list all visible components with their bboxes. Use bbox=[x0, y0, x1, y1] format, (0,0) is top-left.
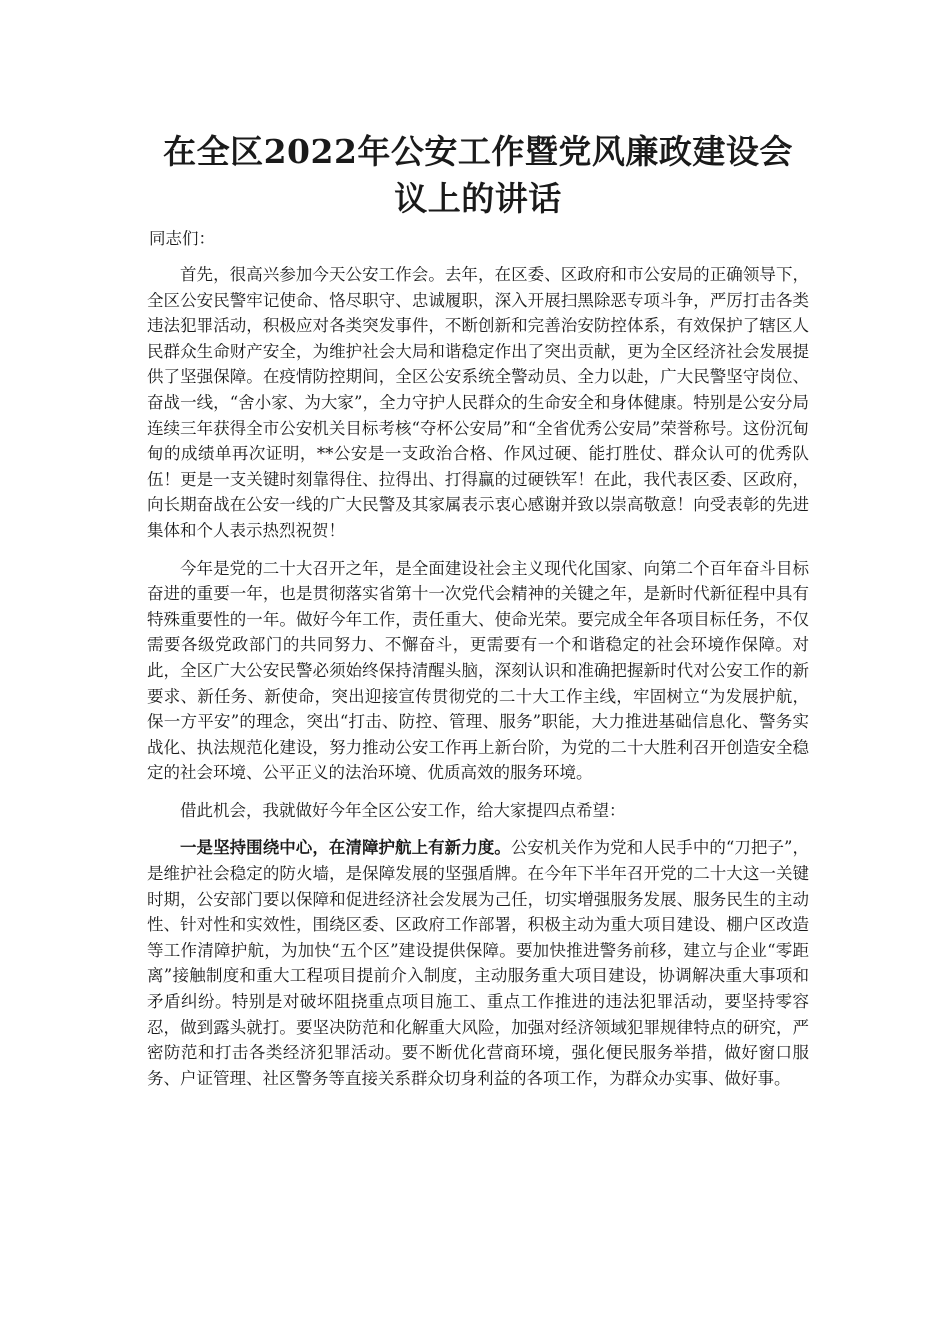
document-page bbox=[147, 128, 809, 1103]
paragraph-opening bbox=[147, 262, 809, 544]
document-title: 在全区2022年公安工作暨党风廉政建设会议上的讲话 bbox=[163, 132, 793, 218]
paragraph-year-context bbox=[147, 556, 809, 786]
paragraph-lead-heading: 一是坚持围绕中心，在清障护航上有新力度。 bbox=[180, 838, 511, 858]
paragraph-text: 公安机关作为党和人民手中的“刀把子”，是维护社会稳定的防火墙，是保障发展的坚强盾牌。在今年下半年召开党的二十大这一关键时期，公安部门要以保障和促进经济社会发展为己任，切实增强服务发展、服务民生的主动性、针对性和实效性，围绕区委、区政府工作部署，积极主动为重大项目建设、棚户区改造等工作清障护航，为加快“五个区”建设提供保障。要加快推进警务前移，建立与企业“零距离”接触制度和重大工程项目提前介入制度，主动服务重大项目建设，协调解决重大事项和矛盾纠纷。特别是对破坏阻挠重点项目施工、重点工作推进的违法犯罪活动，要坚持零容忍，做到露头就打。要坚决防范和化解重大风险，加强对经济领域犯罪规律特点的研究，严密防范和打击各类经济犯罪活动。要不断优化营商环境，强化便民服务举措，做好窗口服务、户证管理、社区警务等直接关系群众切身利益的各项工作，为群众办实事、做好事。 bbox=[147, 838, 809, 1088]
paragraph-four-hopes-intro bbox=[147, 798, 809, 824]
paragraph-text: 今年是党的二十大召开之年，是全面建设社会主义现代化国家、向第二个百年奋斗目标奋进的重要一年，也是贯彻落实省第十一次党代会精神的关键之年，是新时代新征程中具有特殊重要性的一年。做好今年工作，责任重大、使命光荣。要完成全年各项目标任务，不仅需要各级党政部门的共同努力、不懈奋斗，更需要有一个和谐稳定的社会环境作保障。对此，全区广大公安民警必须始终保持清醒头脑，深刻认识和准确把握新时代对公安工作的新要求、新任务、新使命，突出迎接宣传贯彻党的二十大工作主线，牢固树立“为发展护航，保一方平安”的理念，突出“打击、防控、管理、服务”职能，大力推进基础信息化、警务实战化、执法规范化建设，努力推动公安工作再上新台阶，为党的二十大胜利召开创造安全稳定的社会环境、公平正义的法治环境、优质高效的服务环境。 bbox=[147, 558, 809, 783]
salutation: 同志们： bbox=[149, 229, 215, 248]
paragraph-text: 借此机会，我就做好今年全区公安工作，给大家提四点希望： bbox=[180, 800, 626, 820]
paragraph-point-one bbox=[147, 835, 809, 1091]
paragraph-text: 首先，很高兴参加今天公安工作会。去年，在区委、区政府和市公安局的正确领导下，全区公安民警牢记使命、恪尽职守、忠诚履职，深入开展扫黑除恶专项斗争，严厉打击各类违法犯罪活动，积极应对各类突发事件，不断创新和完善治安防控体系，有效保护了辖区人民群众生命财产安全，为维护社会大局和谐稳定作出了突出贡献，更为全区经济社会发展提供了坚强保障。在疫情防控期间，全区公安系统全警动员、全力以赴，广大民警坚守岗位、奋战一线，“舍小家、为大家”，全力守护人民群众的生命安全和身体健康。特别是公安分局连续三年获得全市公安机关目标考核“夺杯公安局”和“全省优秀公安局”荣誉称号。这份沉甸甸的成绩单再次证明，**公安是一支政治合格、作风过硬、能打胜仗、群众认可的优秀队伍！更是一支关键时刻靠得住、拉得出、打得赢的过硬铁军！在此，我代表区委、区政府，向长期奋战在公安一线的广大民警及其家属表示衷心感谢并致以崇高敬意！向受表彰的先进集体和个人表示热烈祝贺！ bbox=[147, 265, 809, 540]
